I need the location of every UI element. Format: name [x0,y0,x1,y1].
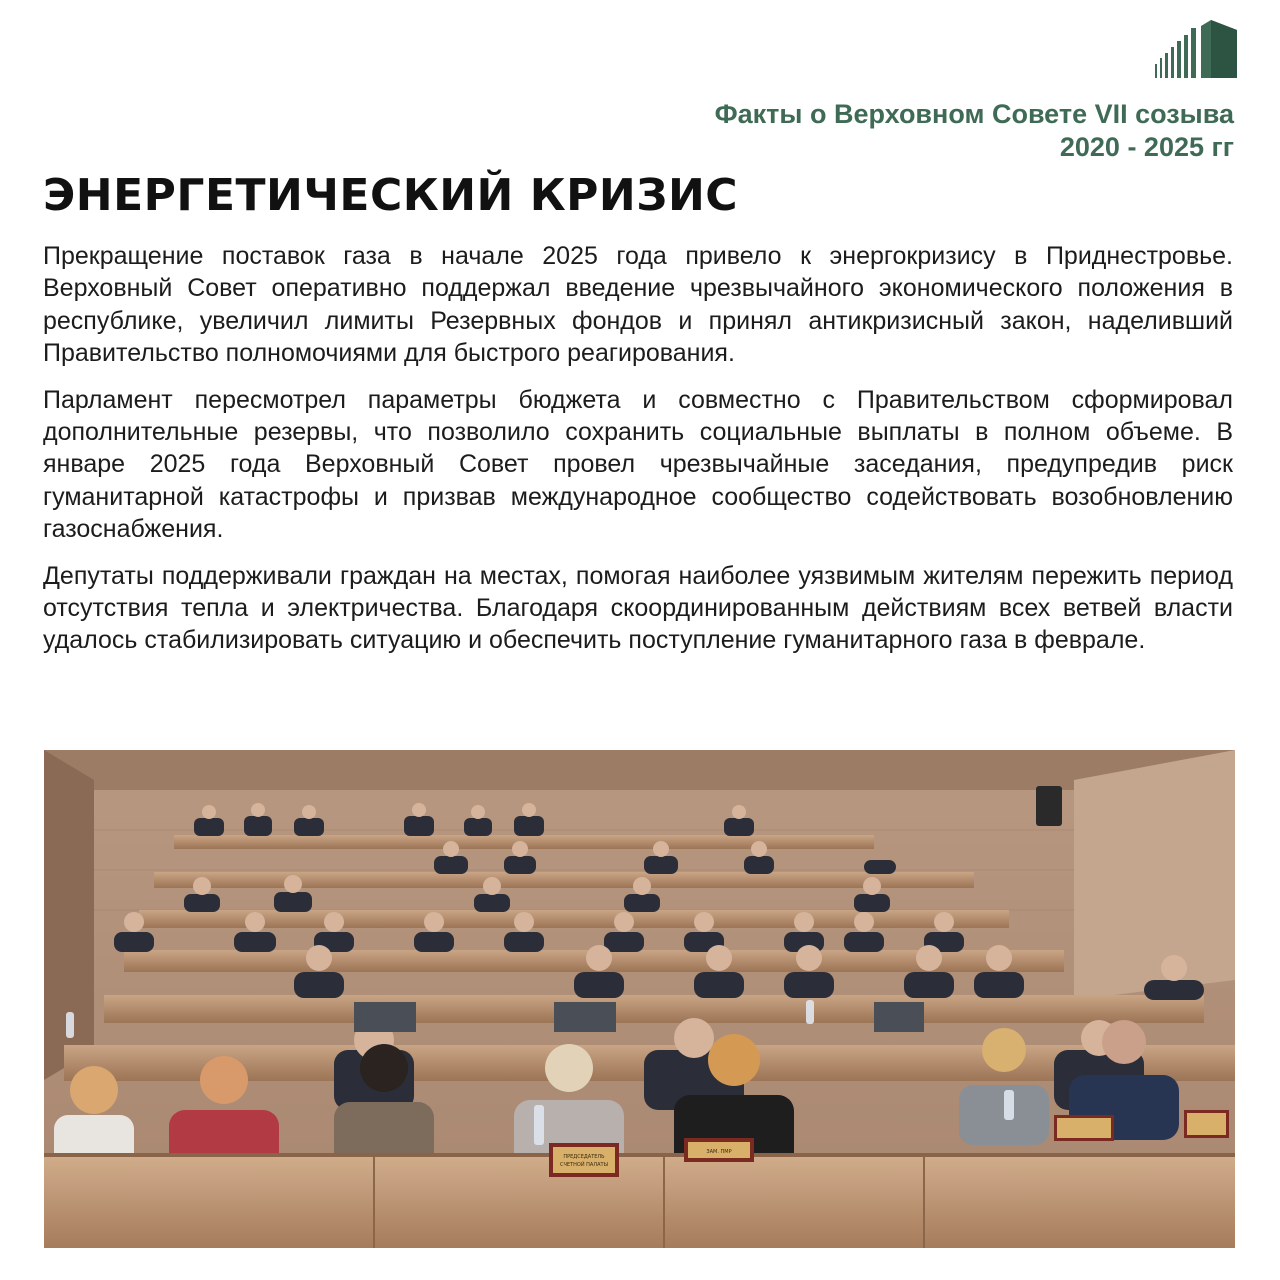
paragraph-2: Парламент пересмотрел параметры бюджета и совместно с Правительством сформировал дополнительные резервы, что позволило сохранить социальные выплаты в полном объеме. В январе 2025 года Верховный Совет провел чрезвычайные заседания, предупредив риск гуманитарной катастрофы и призвав международное сообщество содействовать возобновлению газоснабжения. [43,385,1233,544]
header-line-1: Факты о Верховном Совете VII созыва [714,99,1234,129]
svg-text:СЧЕТНОЙ ПАЛАТЫ: СЧЕТНОЙ ПАЛАТЫ [560,1162,608,1168]
paragraph-3: Депутаты поддерживали граждан на местах, помогая наиболее уязвимым жителям пережить период отсутствия тепла и электричества. Благодаря скоординированным действиям всех ветвей власти удалось стабилизировать ситуацию и обеспечить поступление гуманитарного газа в феврале. [43,561,1233,655]
parliament-logo-icon [1155,20,1237,80]
paragraph-1: Прекращение поставок газа в начале 2025 года привело к энергокризису в Приднестровье. Верховный Совет оперативно поддержал введение чрезвычайного экономического положения в республике, увеличил лимиты Резервных фондов и принял антикризисный закон, наделивший Правительство полномочиями для быстрого реагирования. [43,242,1233,368]
parliament-session-photo [44,750,1235,1248]
nameplate-2-text: ЗАМ. ПМР [706,1149,732,1155]
article-body [43,240,1233,671]
header-line-2: 2020 - 2025 гг [1059,132,1234,162]
series-header [534,98,1234,164]
page-title: ЭНЕРГЕТИЧЕСКИЙ КРИЗИС [43,170,739,221]
nameplate-1-text: ПРЕДСЕДАТЕЛЬ [563,1154,605,1160]
